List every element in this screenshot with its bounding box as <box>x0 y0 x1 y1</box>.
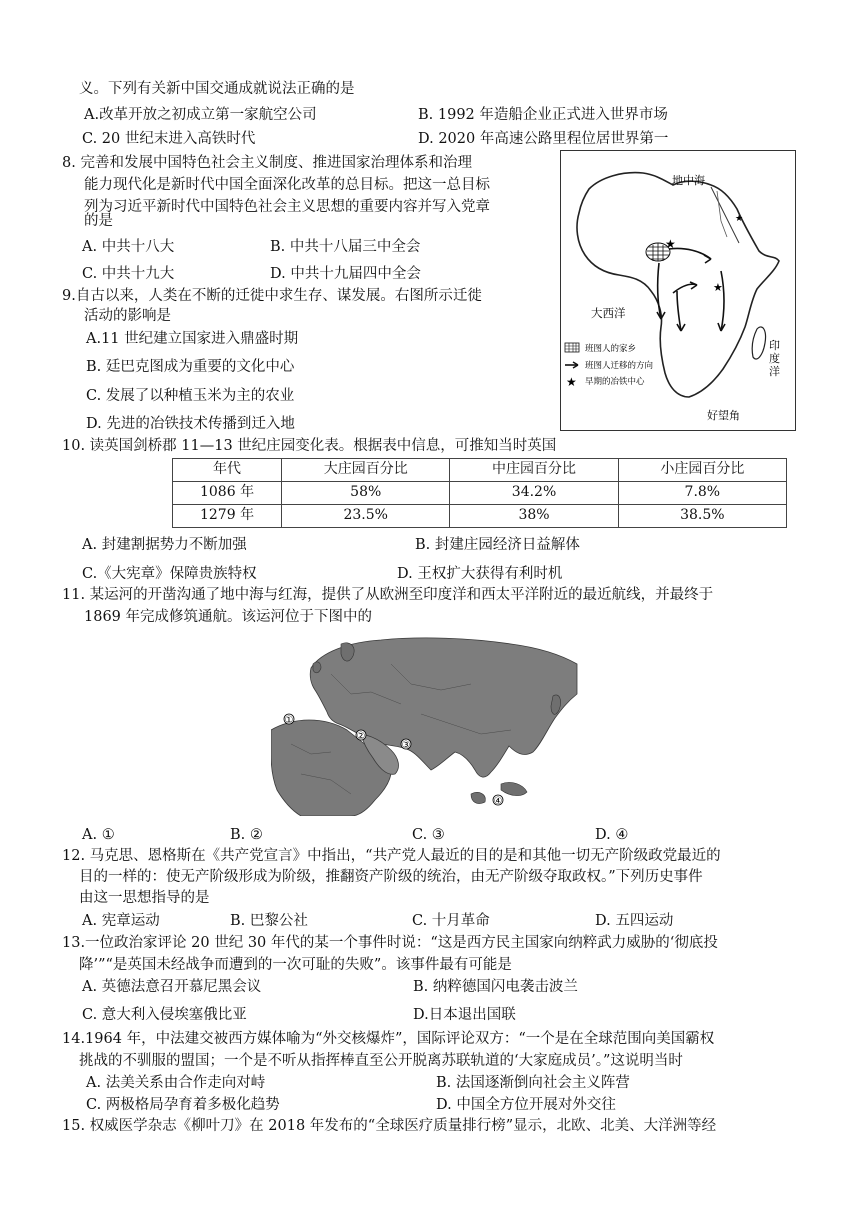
q7-option-a: A.改革开放之初成立第一家航空公司 <box>84 107 317 123</box>
q8-option-d: D. 中共十九届四中全会 <box>270 266 421 282</box>
q11-option-b: B. ② <box>230 827 263 843</box>
table-cell: 58% <box>282 482 450 505</box>
iron-center-star-icon: ★ <box>713 281 723 294</box>
table-header: 小庄园百分比 <box>618 459 786 482</box>
q11-option-c: C. ③ <box>412 827 445 843</box>
table-cell: 7.8% <box>618 482 786 505</box>
q10-option-a: A. 封建割据势力不断加强 <box>82 537 247 553</box>
table-cell: 1086 年 <box>173 482 282 505</box>
q9-option-c: C. 发展了以种植玉米为主的农业 <box>86 388 295 404</box>
eurasia-africa-map <box>271 634 581 816</box>
table-cell: 1279 年 <box>173 505 282 528</box>
legend-homeland: 班图人的家乡 <box>585 344 637 354</box>
map-mark-1: ① <box>284 715 294 726</box>
q14-line-1: 14.1964 年，中法建交被西方媒体喻为“外交核爆炸”，国际评论双方：“一个是在全球范围向美国霸权 <box>62 1031 715 1047</box>
q10-option-c: C.《大宪章》保障贵族特权 <box>82 566 257 582</box>
q10-option-d: D. 王权扩大获得有利时机 <box>397 566 563 582</box>
svg-text:度: 度 <box>769 352 780 365</box>
q12-option-b: B. 巴黎公社 <box>230 913 308 929</box>
label-atlantic: 大西洋 <box>591 306 626 320</box>
table-cell: 23.5% <box>282 505 450 528</box>
label-cape: 好望角 <box>707 409 740 422</box>
q9-option-a: A.11 世纪建立国家进入鼎盛时期 <box>86 331 299 347</box>
q13-option-d: D.日本退出国联 <box>413 1007 516 1023</box>
q7-option-b: B. 1992 年造船企业正式进入世界市场 <box>418 107 668 123</box>
table-cell: 38% <box>450 505 618 528</box>
madagascar-island <box>752 327 765 359</box>
q12-option-a: A. 宪章运动 <box>82 913 160 929</box>
q9-line-1: 9.自古以来，人类在不断的迁徙中求生存、谋发展。右图所示迁徙 <box>62 288 482 304</box>
map-mark-4: ④ <box>493 796 503 807</box>
legend-star-icon: ★ <box>566 375 577 389</box>
q11-line-1: 11. 某运河的开凿沟通了地中海与红海，提供了从欧洲至印度洋和西太平洋附近的最近航线，并最终于 <box>62 587 714 603</box>
q8-option-b: B. 中共十八届三中全会 <box>270 239 421 255</box>
africa-migration-map <box>560 150 796 431</box>
q7-stem: 义。下列有关新中国交通成就说法正确的是 <box>79 81 355 97</box>
legend-direction: 班图人迁移的方向 <box>585 361 654 371</box>
table-header: 大庄园百分比 <box>282 459 450 482</box>
svg-text:洋: 洋 <box>769 365 780 378</box>
table-header-row <box>173 459 787 482</box>
q12-option-c: C. 十月革命 <box>412 913 490 929</box>
table-cell: 34.2% <box>450 482 618 505</box>
q15-line-1: 15. 权威医学杂志《柳叶刀》在 2018 年发布的“全球医疗质量排行榜”显示，北欧、北美、大洋洲等经 <box>62 1118 717 1134</box>
q14-option-a: A. 法美关系由合作走向对峙 <box>86 1075 266 1091</box>
legend-iron: 早期的冶铁中心 <box>585 377 645 387</box>
table-row <box>173 482 787 505</box>
q11-option-a: A. ① <box>82 827 115 843</box>
table-row <box>173 505 787 528</box>
q8-line-2: 能力现代化是新时代中国全面深化改革的总目标。把这一总目标 <box>84 177 490 193</box>
q14-line-2: 挑战的不驯服的盟国；一个是不听从指挥棒直至公开脱离苏联轨道的‘大家庭成员’。”这说明当时 <box>79 1053 683 1069</box>
label-indian-1: 印 <box>769 339 780 352</box>
svg-text:★: ★ <box>735 214 744 224</box>
q13-option-b: B. 纳粹德国闪电袭击波兰 <box>413 979 578 995</box>
q7-option-c: C. 20 世纪末进入高铁时代 <box>82 131 256 147</box>
label-mediterranean: 地中海 <box>672 174 705 187</box>
q13-option-c: C. 意大利入侵埃塞俄比亚 <box>82 1007 247 1023</box>
q13-line-1: 13.一位政治家评论 20 世纪 30 年代的某一个事件时说：“这是西方民主国家向纳粹武力威胁的‘彻底投 <box>62 935 718 951</box>
iron-center-star-icon: ★ <box>665 237 676 251</box>
q13-line-2: 降’”“是英国未经战争而遭到的一次可耻的失败”。该事件最有可能是 <box>79 957 512 973</box>
table-header: 中庄园百分比 <box>450 459 618 482</box>
q8-line-1: 8. 完善和发展中国特色社会主义制度、推进国家治理体系和治理 <box>62 155 472 171</box>
table-cell: 38.5% <box>618 505 786 528</box>
q8-option-c: C. 中共十九大 <box>82 266 175 282</box>
q10-option-b: B. 封建庄园经济日益解体 <box>415 537 580 553</box>
map-mark-3: ③ <box>401 740 411 751</box>
q9-line-2: 活动的影响是 <box>84 308 171 324</box>
q8-option-a: A. 中共十八大 <box>82 239 175 255</box>
q12-line-1: 12. 马克思、恩格斯在《共产党宣言》中指出，“共产党人最近的目的是和其他一切无产阶级政党最近的 <box>62 848 721 864</box>
q14-option-d: D. 中国全方位开展对外交往 <box>436 1097 616 1113</box>
q12-line-3: 由这一思想指导的是 <box>79 890 210 906</box>
manor-table <box>172 458 787 528</box>
q12-line-2: 目的一样的：使无产阶级形成为阶级，推翻资产阶级的统治，由无产阶级夺取政权。”下列历史事件 <box>79 869 703 885</box>
q13-option-a: A. 英德法意召开慕尼黑会议 <box>82 979 262 995</box>
q9-option-d: D. 先进的冶铁技术传播到迁入地 <box>86 416 295 432</box>
q11-option-d: D. ④ <box>595 827 629 843</box>
q14-option-b: B. 法国逐渐倒向社会主义阵营 <box>436 1075 630 1091</box>
q8-line-3: 列为习近平新时代中国特色社会主义思想的重要内容并写入党章 <box>84 199 490 215</box>
map-legend <box>565 343 654 389</box>
table-header: 年代 <box>173 459 282 482</box>
q10-stem: 10. 读英国剑桥郡 11—13 世纪庄园变化表。根据表中信息，可推知当时英国 <box>62 438 557 454</box>
map-mark-2: ② <box>356 731 366 742</box>
q7-option-d: D. 2020 年高速公路里程位居世界第一 <box>418 131 669 147</box>
q9-option-b: B. 廷巴克图成为重要的文化中心 <box>86 359 295 375</box>
q14-option-c: C. 两极格局孕育着多极化趋势 <box>86 1097 280 1113</box>
q8-line-4: 的是 <box>84 213 113 229</box>
q11-line-2: 1869 年完成修筑通航。该运河位于下图中的 <box>84 609 373 625</box>
q12-option-d: D. 五四运动 <box>595 913 674 929</box>
